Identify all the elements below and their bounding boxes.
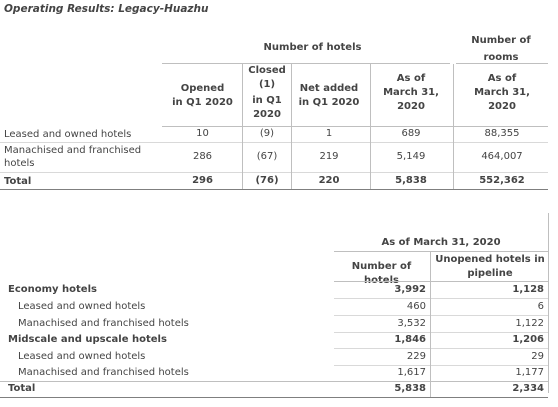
row-divider bbox=[0, 381, 548, 382]
row-label-leased-owned: Leased and owned hotels bbox=[4, 129, 132, 140]
col-header-unopened-pipeline: Unopened hotels in pipeline bbox=[435, 254, 545, 279]
cell-hotels-total: 5,838 bbox=[394, 383, 426, 394]
col-divider bbox=[453, 64, 454, 126]
cell-rooms: 88,355 bbox=[484, 128, 520, 139]
cell-net-added: 1 bbox=[325, 128, 333, 139]
cell-opened: 10 bbox=[196, 128, 209, 139]
row-divider bbox=[334, 315, 548, 316]
cell-hotels: 5,149 bbox=[396, 151, 426, 162]
col-divider bbox=[430, 251, 431, 281]
col-header-opened: Opened in Q1 2020 bbox=[172, 83, 233, 108]
col-header-closed: Closed (1) in Q1 2020 bbox=[248, 65, 286, 120]
cell-net-added: 219 bbox=[319, 151, 339, 162]
cell-opened-total: 296 bbox=[192, 175, 213, 186]
page-title: Operating Results: Legacy-Huazhu bbox=[4, 3, 209, 15]
cell-hotels: 229 bbox=[406, 351, 426, 362]
col-header-net-added: Net added in Q1 2020 bbox=[298, 83, 360, 108]
cell-hotels: 3,992 bbox=[394, 284, 426, 295]
header-bottom-line bbox=[162, 126, 548, 127]
cell-hotels-total: 5,838 bbox=[395, 175, 427, 186]
cell-hotels: 460 bbox=[406, 301, 426, 312]
cell-closed-total: (76) bbox=[255, 175, 279, 186]
col-divider bbox=[430, 281, 431, 397]
rooms-header-line1: Number of bbox=[471, 35, 531, 46]
row-divider bbox=[0, 142, 548, 143]
col-divider bbox=[291, 126, 292, 189]
row-label-total: Total bbox=[4, 176, 32, 187]
col-header-as-of-hotels: As of March 31, 2020 bbox=[383, 73, 439, 112]
cell-pipeline: 1,122 bbox=[515, 318, 544, 329]
row-label-midscale-upscale: Midscale and upscale hotels bbox=[8, 334, 167, 345]
row-label-leased-owned: Leased and owned hotels bbox=[18, 301, 146, 312]
table-bottom-border bbox=[0, 397, 548, 398]
row-label-total: Total bbox=[8, 383, 36, 394]
row-divider bbox=[0, 172, 548, 173]
row-divider bbox=[334, 348, 548, 349]
group-header-number-of-rooms bbox=[456, 32, 546, 66]
cell-rooms-total: 552,362 bbox=[479, 175, 525, 186]
col-divider bbox=[370, 126, 371, 189]
row-label-economy: Economy hotels bbox=[8, 284, 97, 295]
row-divider bbox=[334, 365, 548, 366]
cell-closed: (67) bbox=[256, 151, 278, 162]
header-bottom-line bbox=[334, 281, 548, 282]
cell-rooms: 464,007 bbox=[481, 151, 523, 162]
cell-hotels: 3,532 bbox=[397, 318, 426, 329]
rooms-header-underline bbox=[456, 63, 548, 64]
cell-pipeline-total: 2,334 bbox=[512, 383, 544, 394]
group-header-as-of: As of March 31, 2020 bbox=[381, 237, 501, 248]
cell-net-added-total: 220 bbox=[318, 175, 340, 186]
cell-hotels: 1,846 bbox=[394, 334, 426, 345]
row-label-manachised-franchised: Manachised and franchised hotels bbox=[18, 318, 189, 329]
rooms-header-line2: rooms bbox=[483, 52, 519, 63]
cell-hotels: 689 bbox=[401, 128, 421, 139]
row-label-leased-owned: Leased and owned hotels bbox=[18, 351, 146, 362]
col-divider bbox=[370, 64, 371, 126]
row-label-manachised-franchised: Manachised and franchised hotels bbox=[18, 367, 189, 378]
group-header-number-of-hotels: Number of hotels bbox=[263, 42, 362, 53]
right-edge-line bbox=[548, 213, 549, 393]
cell-pipeline: 1,206 bbox=[512, 334, 544, 345]
col-header-number-of-hotels: Number of bbox=[351, 261, 412, 272]
col-divider bbox=[453, 126, 454, 189]
row-divider bbox=[334, 298, 548, 299]
col-divider bbox=[242, 64, 243, 126]
cell-closed: (9) bbox=[259, 128, 275, 139]
cell-pipeline: 6 bbox=[537, 301, 544, 312]
group-header-underline-2 bbox=[370, 63, 450, 64]
cell-hotels: 1,617 bbox=[397, 367, 426, 378]
col-divider bbox=[242, 126, 243, 189]
group-header-underline bbox=[334, 251, 548, 252]
cell-pipeline: 1,128 bbox=[512, 284, 544, 295]
row-divider bbox=[334, 332, 548, 333]
col-divider bbox=[291, 64, 292, 126]
cell-pipeline: 1,177 bbox=[515, 367, 544, 378]
col-header-as-of-rooms: As of March 31, 2020 bbox=[474, 73, 530, 112]
cell-opened: 286 bbox=[192, 151, 213, 162]
table-bottom-border bbox=[0, 189, 548, 190]
row-label-manachised-franchised: Manachised and franchised hotels bbox=[4, 145, 142, 169]
cell-pipeline: 29 bbox=[531, 351, 544, 362]
